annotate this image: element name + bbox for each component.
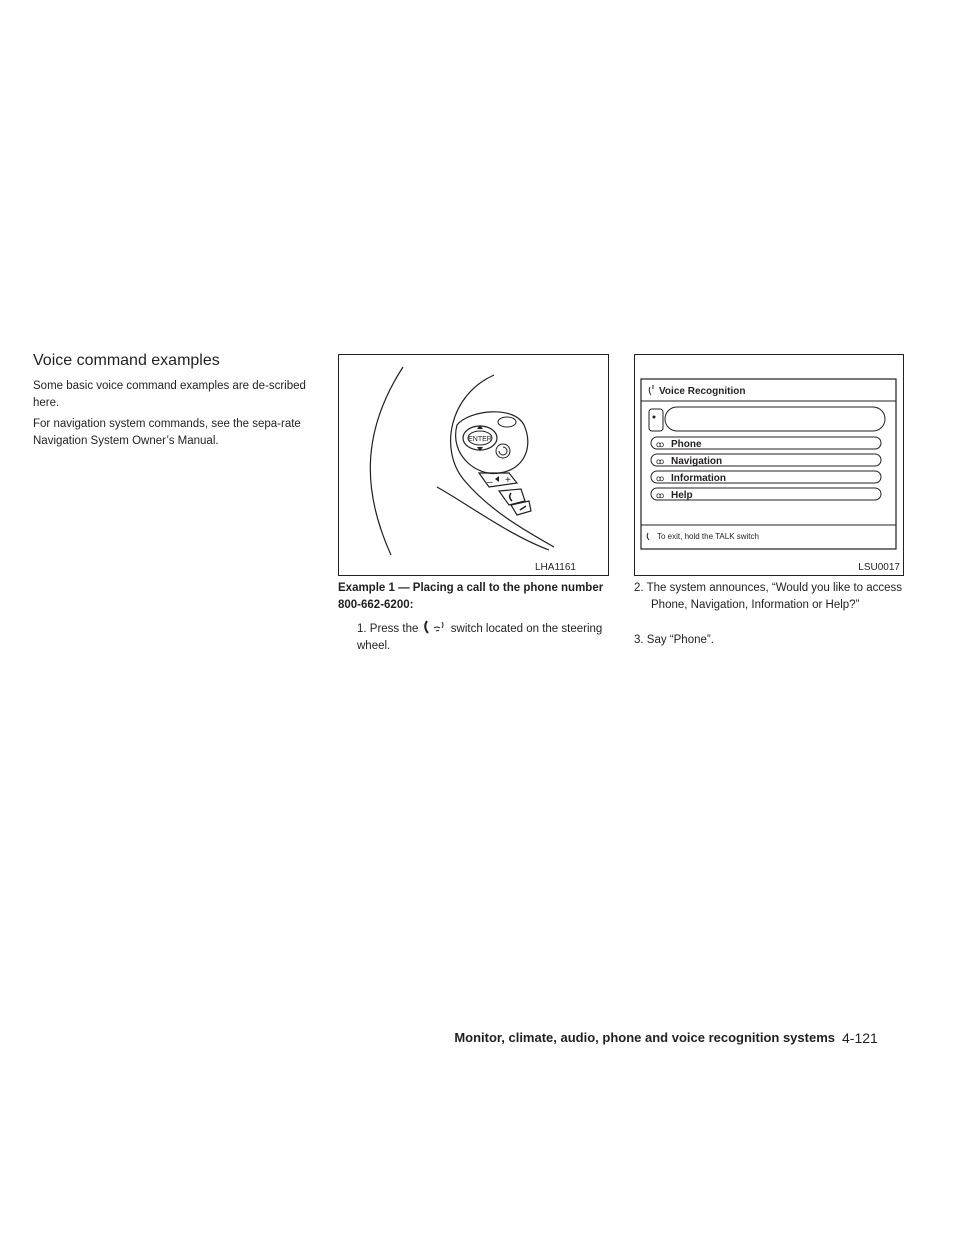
back-icon — [499, 447, 507, 455]
chapter-title: Monitor, climate, audio, phone and voice recognition systems — [454, 1030, 835, 1045]
menu-label-phone: Phone — [671, 439, 702, 450]
section-title: Voice command examples — [33, 352, 220, 369]
steering-wheel-illustration — [339, 355, 608, 575]
menu-label-information: Information — [671, 473, 726, 484]
menu-label-navigation: Navigation — [671, 456, 723, 467]
svg-text:ꝏ: ꝏ — [656, 474, 665, 483]
volume-plus-label: + — [505, 475, 511, 486]
voice-recognition-screen — [635, 355, 903, 575]
figure-code: LSU0017 — [858, 562, 900, 573]
phone-hangup-icon — [520, 506, 526, 510]
exit-hint: To exit, hold the TALK switch — [657, 532, 759, 541]
navigation-note-paragraph: For navigation system commands, see the sepa-rate Navigation System Owner’s Manual. — [33, 418, 301, 447]
page-number: 4-121 — [842, 1030, 878, 1046]
talk-hint-icon — [647, 533, 649, 540]
step-3: 3. Say “Phone”. — [634, 634, 714, 646]
intro-paragraph: Some basic voice command examples are de-scribed here. — [33, 380, 306, 409]
menu-label-help: Help — [671, 490, 693, 501]
svg-text:ꝏ: ꝏ — [656, 440, 665, 449]
step-1-text-before: 1. Press the — [357, 623, 419, 635]
svg-text:ꝏ: ꝏ — [656, 457, 665, 466]
voice-recognition-icon — [649, 385, 653, 395]
voice-recognition-screen-figure — [634, 354, 904, 576]
step-2: 2. The system announces, “Would you like to access Phone, Navigation, Information or Help?” — [634, 582, 903, 611]
figure-code: LHA1161 — [535, 562, 576, 573]
steering-wheel-figure — [338, 354, 609, 576]
enter-button-label: ENTER — [468, 436, 492, 443]
speaker-icon — [495, 476, 499, 482]
screen-header: Voice Recognition — [659, 386, 746, 397]
step-1-text-after: switch located on the steering wheel. — [357, 623, 603, 652]
svg-text:ꝏ: ꝏ — [656, 491, 665, 500]
example-title: Example 1 — Placing a call to the phone number 800-662-6200: — [338, 582, 604, 611]
step-1 — [357, 620, 607, 655]
volume-minus-label: – — [487, 477, 493, 488]
talk-switch-icon — [422, 620, 448, 634]
talk-switch-icon — [510, 493, 512, 501]
